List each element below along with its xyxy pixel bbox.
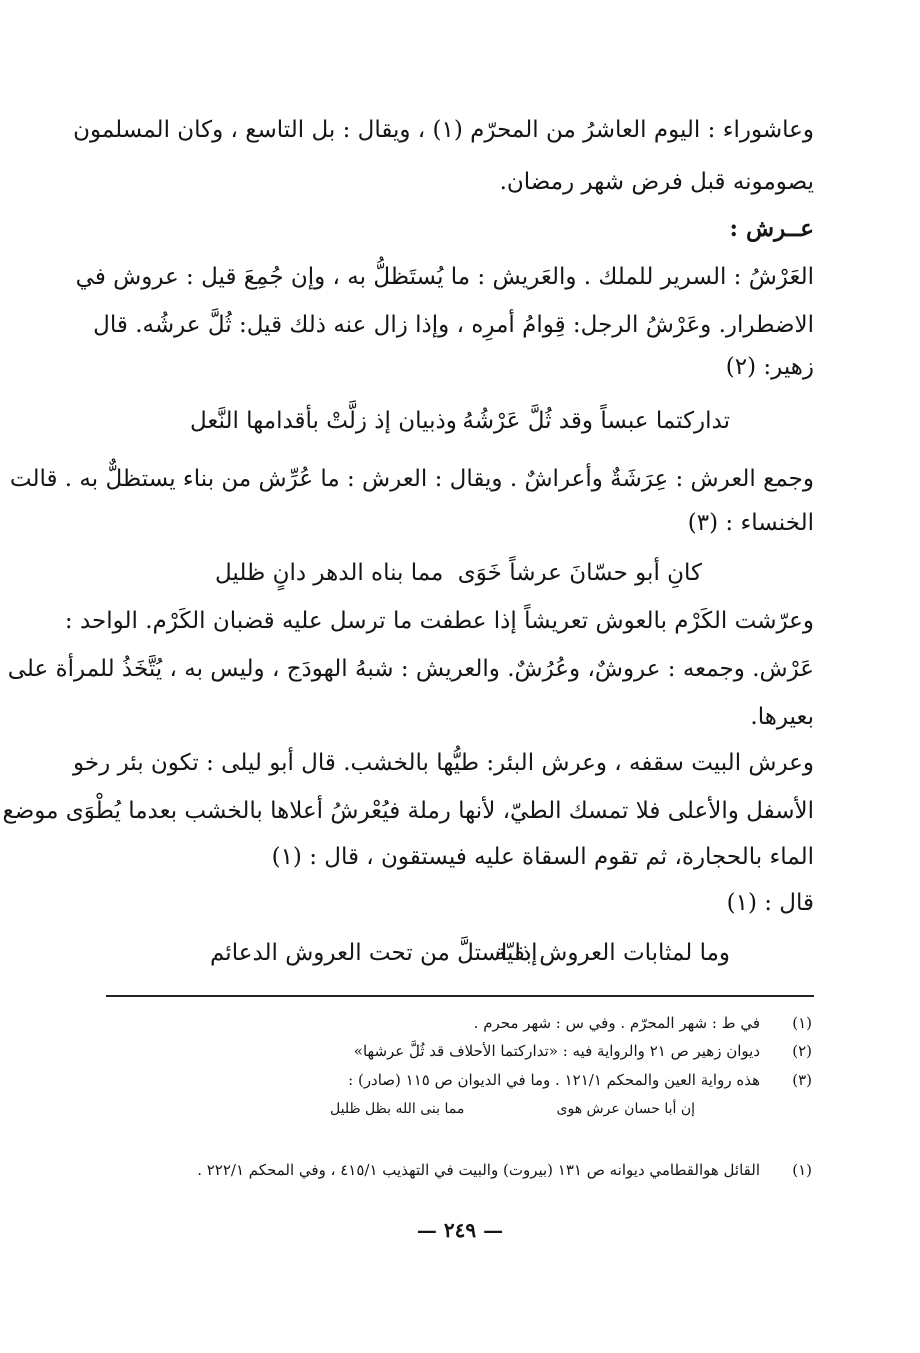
body-line: الاضطرار. وعَرْشُ الرجل: قِوامُ أمرِه ، وإذا زال عنه ذلك قيل: ثُلَّ عرشُه. قال [93, 312, 814, 338]
footnote-number: (١) [792, 1161, 812, 1179]
body-line: الماء بالحجارة، ثم تقوم السقاة عليه فيستقون ، قال : (١) [271, 844, 814, 870]
body-line: الخنساء : (٣) [687, 510, 814, 536]
body-line: قال : (١) [726, 890, 814, 916]
verse-hemistich-second: إذا استلَّ من تحت العروش الدعائم [210, 940, 538, 966]
verse-hemistich-first: وما لمثابات العروش بقيّة [494, 940, 730, 966]
body-line: الأسفل والأعلى فلا تمسك الطيّ، لأنها رملة فيُعْرشُ أعلاها بالخشب بعدما يُطْوَى موضع [2, 798, 814, 824]
body-line: وعرّشت الكَرْم بالعوش تعريشاً إذا عطفت ما ترسل عليه قضبان الكَرْم. الواحد : [64, 608, 814, 634]
verse-hemistich-first: كانِ أبو حسّانَ عرشاً خَوَى [457, 560, 702, 586]
footnote-number: (٣) [792, 1071, 812, 1089]
entry-heading: عــرش : [729, 215, 814, 242]
body-line: وجمع العرش : عِرَشَةٌ وأعراشٌ . ويقال : العرش : ما عُرِّش من بناء يستظلٌّ به . قالت [9, 466, 814, 492]
verse-hemistich-first: تداركتما عبساً وقد ثُلَّ عَرْشُهُ [462, 408, 730, 434]
verse-hemistich-second: وذبيان إذ زلَّتْ بأقدامها النَّعل [190, 408, 457, 434]
footnote-text: القائل هوالقطامي ديوانه ص ١٣١ (بيروت) والبيت في التهذيب ٤١٥/١ ، وفي المحكم ٢٢٢/١ . [197, 1161, 760, 1179]
body-line: زهير: (٢) [725, 354, 814, 380]
page-number: — ٢٤٩ — [416, 1218, 504, 1242]
body-line: وعاشوراء : اليوم العاشرُ من المحرّم (١) ، ويقال : بل التاسع ، وكان المسلمون [73, 117, 814, 143]
body-line: وعرش البيت سقفه ، وعرش البئر: طيُّها بالخشب. قال أبو ليلى : تكون بئر رخو [73, 750, 814, 776]
footnote-verse-hemistich-second: مما بنى الله بظل ظليل [330, 1101, 465, 1117]
body-line: عَرْش. وجمعه : عروشٌ، وعُرُشٌ. والعريش : شبهُ الهودَج ، وليس به ، يُتَّخَذُ للمرأة على [7, 656, 814, 682]
footnote-number: (١) [792, 1014, 812, 1032]
footnote-number: (٢) [792, 1042, 812, 1060]
footnote-verse-hemistich-first: إن أبا حسان عرش هوى [556, 1101, 695, 1117]
body-line: بعيرها. [750, 704, 814, 730]
footnote-text: هذه رواية العين والمحكم ١٢١/١ . وما في الديوان ص ١١٥ (صادر) : [348, 1071, 760, 1089]
footnote-separator [106, 995, 814, 997]
footnote-text: ديوان زهير ص ٢١ والرواية فيه : «تداركتما الأحلاف قد ثُلَّ عرشها» [353, 1042, 760, 1060]
footnote-text: في ط : شهر المحرّم . وفي س : شهر محرم . [473, 1014, 760, 1032]
body-line: يصومونه قبل فرض شهر رمضان. [499, 169, 814, 195]
body-line: العَرْشُ : السرير للملك . والعَريش : ما يُستَظلُّ به ، وإن جُمِعَ قيل : عروش في [75, 264, 814, 290]
verse-hemistich-second: مما بناه الدهر دانٍ ظليل [215, 560, 444, 586]
